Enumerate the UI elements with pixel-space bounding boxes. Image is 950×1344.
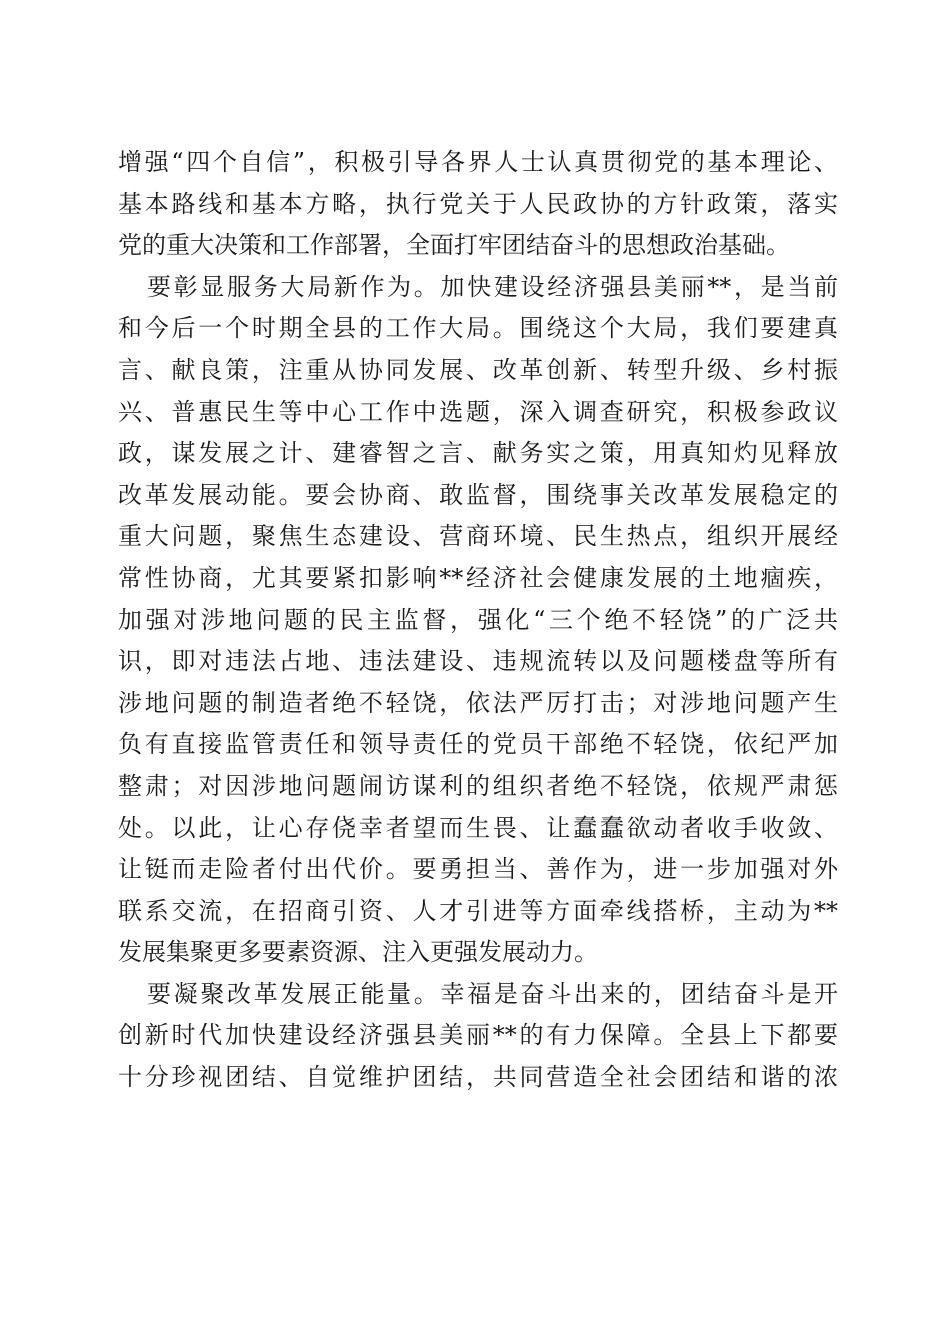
text-line: 联系交流，在招商引资、人才引进等方面牵线搭桥，主动为** <box>118 896 838 925</box>
text-line: 发展集聚更多要素资源、注入更强发展动力。 <box>118 938 598 967</box>
text-line: 言、献良策，注重从协同发展、改革创新、转型升级、乡村振 <box>118 355 838 384</box>
text-line: 常性协商，尤其要紧扣影响**经济社会健康发展的土地痼疾， <box>118 563 838 592</box>
text-line: 加强对涉地问题的民主监督，强化“三个绝不轻饶”的广泛共 <box>118 605 838 634</box>
text-line: 改革发展动能。要会协商、敢监督，围绕事关改革发展稳定的 <box>118 480 838 509</box>
text-line: 创新时代加快建设经济强县美丽**的有力保障。全县上下都要 <box>118 1021 838 1050</box>
text-line: 和今后一个时期全县的工作大局。围绕这个大局，我们要建真 <box>118 314 838 343</box>
text-line: 识，即对违法占地、违法建设、违规流转以及问题楼盘等所有 <box>118 647 838 676</box>
paragraph-start-line: 要凝聚改革发展正能量。幸福是奋斗出来的，团结奋斗是开 <box>147 979 838 1008</box>
paragraph-start-line: 要彰显服务大局新作为。加快建设经济强县美丽**，是当前 <box>147 272 838 301</box>
text-line: 增强“四个自信”，积极引导各界人士认真贯彻党的基本理论、 <box>118 148 838 176</box>
text-line: 涉地问题的制造者绝不轻饶，依法严厉打击；对涉地问题产生 <box>118 688 838 717</box>
document-body <box>118 142 838 1099</box>
text-line: 政，谋发展之计、建睿智之言、献务实之策，用真知灼见释放 <box>118 439 838 468</box>
text-line: 整肃；对因涉地问题闹访谋利的组织者绝不轻饶，依规严肃惩 <box>118 771 838 800</box>
text-line: 负有直接监管责任和领导责任的党员干部绝不轻饶，依纪严加 <box>118 730 838 759</box>
text-line: 兴、普惠民生等中心工作中选题，深入调查研究，积极参政议 <box>118 397 838 426</box>
text-line: 处。以此，让心存侥幸者望而生畏、让蠢蠢欲动者收手收敛、 <box>118 813 838 842</box>
text-line: 重大问题，聚焦生态建设、营商环境、民生热点，组织开展经 <box>118 522 838 551</box>
text-line: 基本路线和基本方略，执行党关于人民政协的方针政策，落实 <box>118 189 838 218</box>
text-line: 党的重大决策和工作部署，全面打牢团结奋斗的思想政治基础。 <box>118 231 790 260</box>
text-line: 让铤而走险者付出代价。要勇担当、善作为，进一步加强对外 <box>118 855 838 884</box>
text-line: 十分珍视团结、自觉维护团结，共同营造全社会团结和谐的浓 <box>118 1063 838 1092</box>
